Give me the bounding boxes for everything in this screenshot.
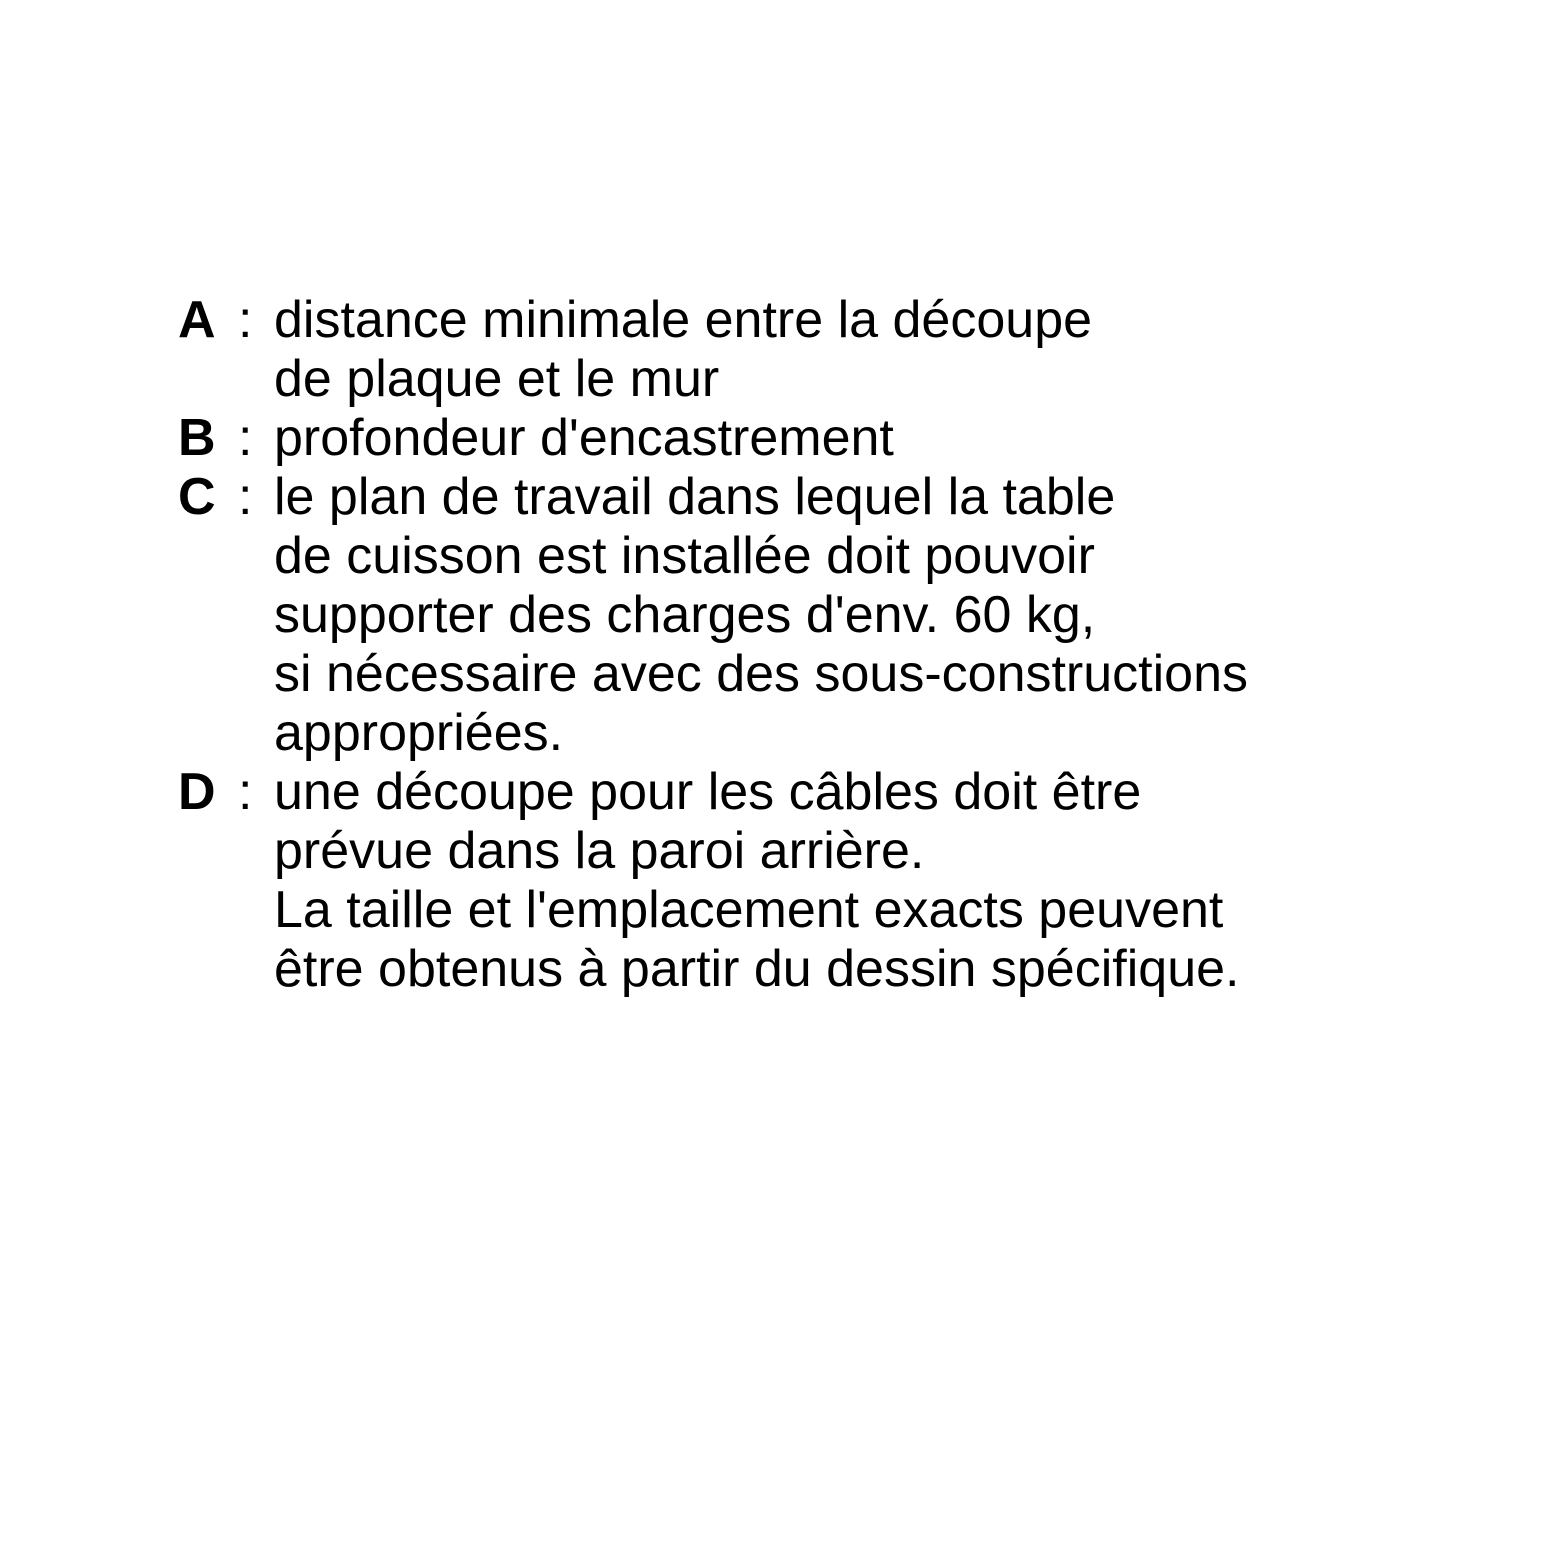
- legend-item-c: [178, 468, 1508, 763]
- legend-list: [178, 291, 1508, 999]
- legend-text-line: profondeur d'encastrement: [274, 409, 894, 467]
- legend-key: A: [178, 291, 216, 349]
- legend-key: D: [178, 763, 216, 821]
- legend-text-line: supporter des charges d'env. 60 kg,: [274, 586, 1096, 644]
- legend-separator: :: [238, 763, 253, 821]
- legend-description: [274, 291, 1092, 409]
- legend-text-line: de cuisson est installée doit pouvoir: [274, 527, 1095, 585]
- legend-description: [274, 468, 1248, 763]
- legend-description: [274, 409, 894, 468]
- legend-item-b: [178, 409, 1508, 468]
- legend-separator: :: [238, 291, 253, 349]
- legend-text-line: être obtenus à partir du dessin spécifique.: [274, 940, 1240, 998]
- legend-key: C: [178, 468, 216, 526]
- legend-item-a: [178, 291, 1508, 409]
- legend-text-line: prévue dans la paroi arrière.: [274, 822, 925, 880]
- legend-text-line: distance minimale entre la découpe: [274, 291, 1093, 349]
- legend-separator: :: [238, 468, 253, 526]
- legend-text-line: de plaque et le mur: [274, 350, 720, 408]
- legend-key: B: [178, 409, 216, 467]
- legend-text-line: appropriées.: [274, 704, 564, 762]
- legend-text-line: si nécessaire avec des sous-constructions: [274, 645, 1249, 703]
- legend-text-line: une découpe pour les câbles doit être: [274, 763, 1142, 821]
- legend-text-line: le plan de travail dans lequel la table: [274, 468, 1116, 526]
- legend-item-d: [178, 763, 1508, 999]
- legend-separator: :: [238, 409, 253, 467]
- legend-description: [274, 763, 1239, 999]
- legend-text-line: La taille et l'emplacement exacts peuvent: [274, 881, 1224, 939]
